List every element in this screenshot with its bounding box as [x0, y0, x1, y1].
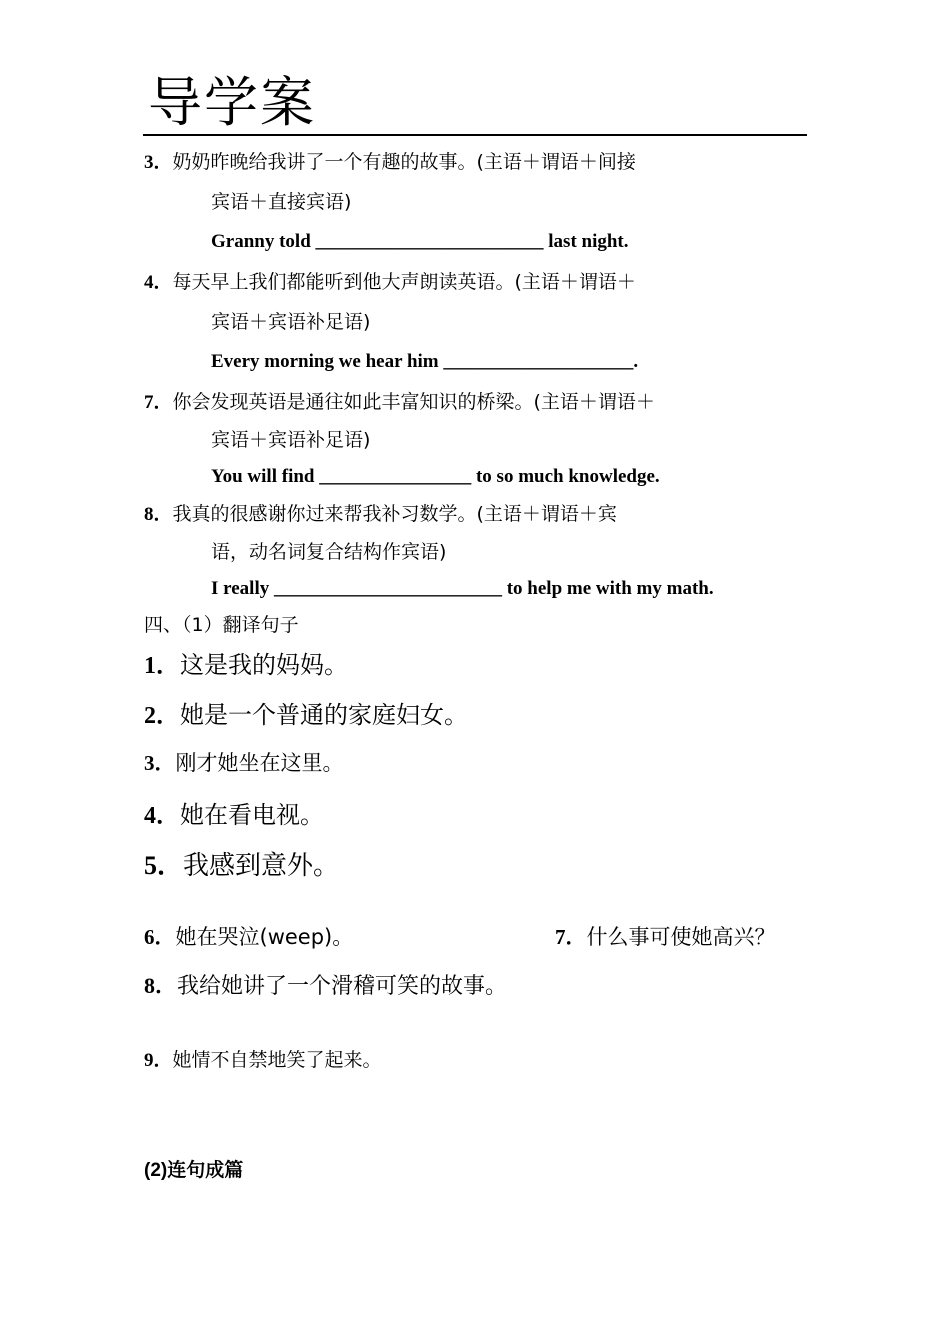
- exercise-number: 8．: [144, 504, 173, 525]
- sentence-text: 她是一个普通的家庭妇女。: [180, 701, 468, 729]
- sentence-text: 她在看电视。: [180, 801, 324, 829]
- sentence-number: 7．: [555, 925, 587, 949]
- exercise-3-answer: Granny told ________________________ last night.: [211, 231, 629, 252]
- translate-sentence-2: [144, 700, 468, 731]
- sentence-text: 什么事可使她高兴？: [586, 925, 776, 949]
- exercise-number: 4．: [144, 272, 173, 293]
- sentence-number: 9．: [144, 1050, 173, 1071]
- section-heading: 四、（1）翻译句子: [144, 614, 299, 636]
- sentence-text: 我给她讲了一个滑稽可笑的故事。: [177, 974, 508, 999]
- header-title: 导学案: [148, 71, 316, 134]
- sentence-text: 她情不自禁地笑了起来。: [172, 1049, 382, 1071]
- sentence-number: 8．: [144, 973, 178, 998]
- header-rule: [143, 134, 807, 136]
- exercise-4-answer: Every morning we hear him ____________________.: [211, 351, 639, 372]
- translate-sentence-6: [144, 925, 353, 949]
- exercise-4-prompt: [144, 270, 636, 295]
- translate-sentence-8: [144, 974, 507, 999]
- translate-sentence-9: [144, 1048, 382, 1073]
- exercise-8-structure: 语，动名词复合结构作宾语): [211, 541, 447, 563]
- exercise-7-structure: 宾语＋宾语补足语): [211, 429, 371, 451]
- translate-sentence-5: [144, 850, 339, 882]
- translate-sentence-4: [144, 800, 324, 831]
- sentence-number: 1．: [144, 653, 180, 679]
- exercise-number: 3．: [144, 152, 173, 173]
- exercise-8-answer: I really ________________________ to help me with my math.: [211, 578, 714, 599]
- translate-sentence-1: [144, 650, 348, 681]
- sentence-number: 4．: [144, 803, 180, 829]
- exercise-3-prompt: [144, 150, 636, 175]
- exercise-7-prompt: [144, 390, 655, 415]
- exercise-text: 你会发现英语是通往如此丰富知识的桥梁。(主语＋谓语＋: [172, 391, 655, 413]
- sentence-number: 3．: [144, 751, 176, 775]
- sentence-number: 6．: [144, 925, 176, 949]
- exercise-text: 我真的很感谢你过来帮我补习数学。(主语＋谓语＋宾: [172, 503, 617, 525]
- exercise-text: 每天早上我们都能听到他大声朗读英语。(主语＋谓语＋: [172, 271, 636, 293]
- exercise-number: 7．: [144, 392, 173, 413]
- sentence-text: 她在哭泣(weep)。: [175, 925, 354, 949]
- exercise-text: 奶奶昨晚给我讲了一个有趣的故事。(主语＋谓语＋间接: [172, 151, 636, 173]
- sentence-text: 刚才她坐在这里。: [175, 751, 344, 775]
- exercise-4-structure: 宾语＋宾语补足语): [211, 311, 371, 333]
- sentence-number: 5．: [144, 851, 184, 880]
- sentence-text: 这是我的妈妈。: [180, 651, 348, 679]
- subsection-heading: (2)连句成篇: [144, 1160, 244, 1181]
- exercise-8-prompt: [144, 502, 617, 527]
- exercise-7-answer: You will find ________________ to so much knowledge.: [211, 466, 660, 487]
- translate-sentence-3: [144, 751, 344, 775]
- translate-sentence-7: [555, 925, 776, 949]
- exercise-3-structure: 宾语＋直接宾语): [211, 191, 352, 213]
- sentence-number: 2．: [144, 703, 180, 729]
- sentence-text: 我感到意外。: [183, 851, 340, 881]
